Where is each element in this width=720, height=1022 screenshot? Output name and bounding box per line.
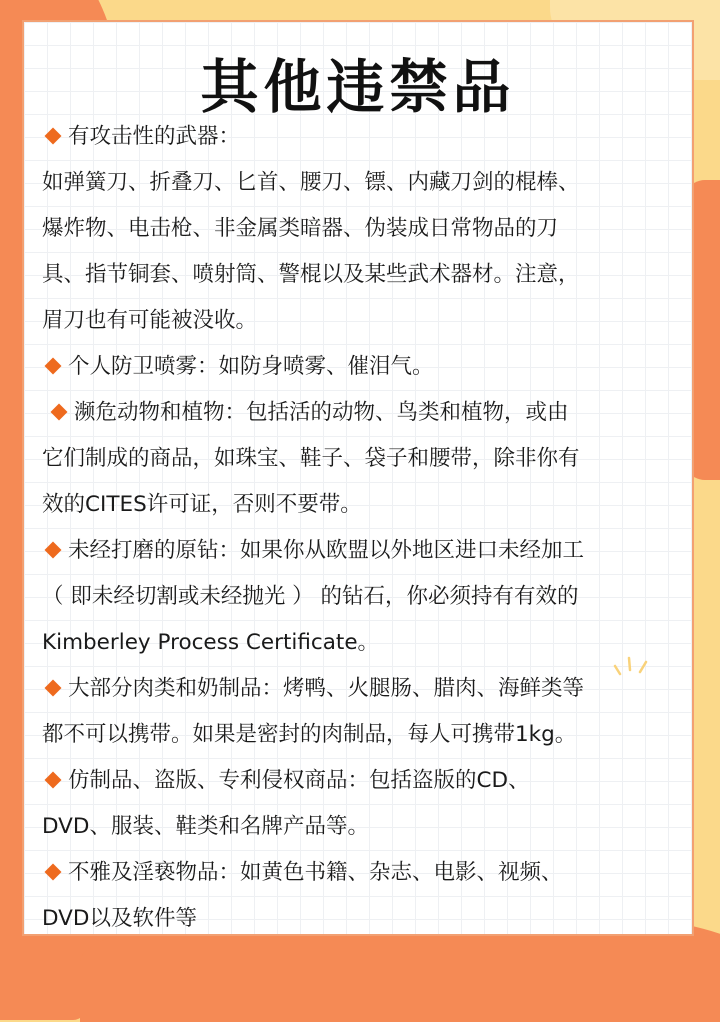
list-item: [42, 114, 680, 344]
item-text: （ 即未经切割或未经抛光 ） 的钻石，你必须持有有效的: [42, 584, 579, 609]
item-heading: 未经打磨的原钻：如果你从欧盟以外地区进口未经加工: [68, 538, 585, 563]
item-text: 爆炸物、电击枪、非金属类暗器、伪装成日常物品的刀: [42, 216, 559, 241]
item-heading: 濒危动物和植物：包括活的动物、鸟类和植物，或由: [74, 400, 569, 425]
diamond-bullet-icon: [45, 680, 62, 697]
item-heading: 不雅及淫亵物品：如黄色书籍、杂志、电影、视频、: [68, 860, 563, 885]
diamond-bullet-icon: [45, 128, 62, 145]
list-item: [42, 344, 680, 390]
diamond-bullet-icon: [45, 772, 62, 789]
item-text: 效的CITES许可证，否则不要带。: [42, 492, 362, 517]
item-heading: 仿制品、盗版、专利侵权商品：包括盗版的CD、: [68, 768, 530, 793]
diamond-bullet-icon: [45, 542, 62, 559]
item-text: Kimberley Process Certificate。: [42, 630, 380, 655]
item-heading: 个人防卫喷雾：如防身喷雾、催泪气。: [68, 354, 434, 379]
item-text: 具、指节铜套、喷射筒、警棍以及某些武术器材。注意，: [42, 262, 580, 287]
list-item: [42, 666, 680, 758]
diamond-bullet-icon: [51, 404, 68, 421]
diamond-bullet-icon: [45, 358, 62, 375]
list-item: [42, 390, 680, 528]
item-text: DVD、服装、鞋类和名牌产品等。: [42, 814, 369, 839]
item-heading: 有攻击性的武器：: [68, 124, 241, 149]
prohibited-items-list: [42, 114, 680, 936]
list-item: [42, 528, 680, 666]
item-text: 都不可以携带。如果是密封的肉制品，每人可携带1kg。: [42, 722, 577, 747]
list-item: [42, 758, 680, 850]
page-title: 其他违禁品: [200, 53, 516, 121]
diamond-bullet-icon: [45, 864, 62, 881]
item-text: DVD以及软件等: [42, 906, 197, 931]
item-heading: 大部分肉类和奶制品：烤鸭、火腿肠、腊肉、海鲜类等: [68, 676, 585, 701]
content-card: [22, 20, 694, 936]
list-item: [42, 850, 680, 936]
item-text: 如弹簧刀、折叠刀、匕首、腰刀、镖、内藏刀剑的棍棒、: [42, 170, 580, 195]
item-text: 眉刀也有可能被没收。: [42, 308, 258, 333]
item-text: 它们制成的商品，如珠宝、鞋子、袋子和腰带，除非你有: [42, 446, 580, 471]
